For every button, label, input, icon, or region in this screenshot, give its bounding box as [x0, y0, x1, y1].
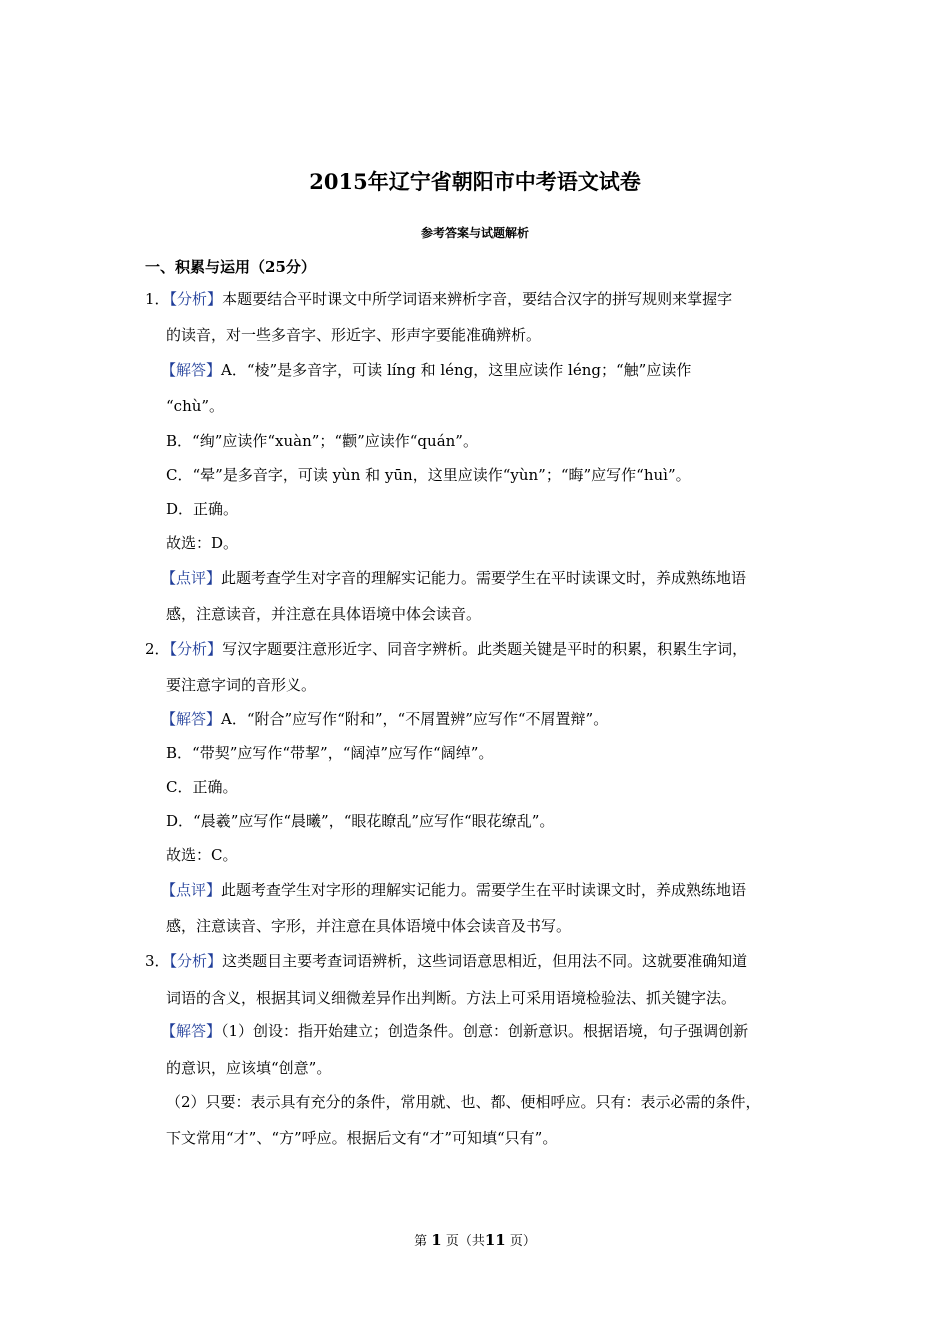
- comment-tag: 【点评】: [161, 569, 222, 587]
- q2-comment-text: 此题考查学生对字形的理解实记能力。需要学生在平时读课文时，养成熟练地语: [221, 881, 747, 899]
- q1-analysis-line-2: 的读音，对一些多音字、形近字、形声字要能准确辨析。: [166, 326, 542, 344]
- q3-answer-line: [161, 1021, 748, 1041]
- q1-option-d: D．正确。: [166, 500, 239, 518]
- page-footer: [0, 1230, 950, 1249]
- q3-part2-line-2: 下文常用“才”、“方”呼应。根据后文有“才”可知填“只有”。: [166, 1129, 558, 1147]
- total-pages: 11: [484, 1231, 506, 1249]
- footer-prefix: 第: [414, 1234, 428, 1249]
- q1-answer-line: [161, 360, 691, 380]
- question-number: 3．: [145, 952, 170, 970]
- q2-analysis-line: [145, 639, 747, 659]
- q3-analysis-line: [145, 951, 747, 971]
- q2-comment-line: [161, 880, 746, 900]
- footer-middle: 页（共: [445, 1234, 485, 1249]
- page-number: 1: [431, 1231, 442, 1249]
- question-number: 2．: [145, 640, 170, 658]
- q1-analysis-text: 本题要结合平时课文中所学词语来辨析字音，要结合汉字的拼写规则来掌握字: [222, 290, 733, 308]
- answer-tag: 【解答】: [161, 1022, 222, 1040]
- q3-answer-text: （1）创设：指开始建立；创造条件。创意：创新意识。根据语境，句子强调创新: [221, 1022, 749, 1040]
- q2-answer-a: A．“附合”应写作“附和”，“不屑置辨”应写作“不屑置辩”。: [221, 710, 609, 728]
- q2-analysis-line-2: 要注意字词的音形义。: [166, 676, 317, 694]
- question-number: 1．: [145, 290, 170, 308]
- q3-answer-line-2: 的意识，应该填“创意”。: [166, 1059, 332, 1077]
- page-title: 2015年辽宁省朝阳市中考语文试卷: [309, 169, 641, 194]
- q2-option-b: B．“带契”应写作“带挈”，“阔淖”应写作“阔绰”。: [166, 744, 494, 762]
- q1-answer-line-2: “chù”。: [166, 397, 225, 415]
- q2-option-c: C．正确。: [166, 778, 238, 796]
- q2-analysis-text: 写汉字题要注意形近字、同音字辨析。此类题关键是平时的积累，积累生字词，: [222, 640, 748, 658]
- q2-choice: 故选：C。: [166, 846, 238, 864]
- answer-tag: 【解答】: [161, 361, 222, 379]
- answer-tag: 【解答】: [161, 710, 222, 728]
- page-subtitle: 参考答案与试题解析: [420, 226, 529, 240]
- q3-part2-line: （2）只要：表示具有充分的条件，常用就、也、都、便相呼应。只有：表示必需的条件，: [166, 1093, 761, 1111]
- q1-comment-line-2: 感，注意读音，并注意在具体语境中体会读音。: [166, 605, 482, 623]
- q1-analysis-line: [145, 289, 732, 309]
- q1-answer-a: A．“棱”是多音字，可读 líng 和 léng，这里应读作 léng；“触”应读作: [221, 361, 692, 379]
- q1-comment-text: 此题考查学生对字音的理解实记能力。需要学生在平时读课文时，养成熟练地语: [221, 569, 747, 587]
- q2-answer-line: [161, 709, 608, 729]
- comment-tag: 【点评】: [161, 881, 222, 899]
- analysis-tag: 【分析】: [169, 640, 223, 658]
- footer-suffix: 页）: [509, 1234, 536, 1249]
- q3-analysis-line-2: 词语的含义，根据其词义细微差异作出判断。方法上可采用语境检验法、抓关键字法。: [166, 989, 737, 1007]
- q2-option-d: D．“晨羲”应写作“晨曦”，“眼花瞭乱”应写作“眼花缭乱”。: [166, 812, 555, 830]
- q1-choice: 故选：D。: [166, 534, 239, 552]
- q2-comment-line-2: 感，注意读音、字形，并注意在具体语境中体会读音及书写。: [166, 917, 572, 935]
- section-heading: 一、积累与运用（25分）: [145, 258, 316, 276]
- q1-comment-line: [161, 568, 746, 588]
- q3-analysis-text: 这类题目主要考查词语辨析，这些词语意思相近，但用法不同。这就要准确知道: [222, 952, 748, 970]
- q1-option-c: C．“晕”是多音字，可读 yùn 和 yūn，这里应读作“yùn”；“晦”应写作“huì”。: [166, 466, 691, 484]
- q1-option-b: B．“绚”应读作“xuàn”；“颧”应读作“quán”。: [166, 432, 478, 450]
- analysis-tag: 【分析】: [169, 290, 223, 308]
- analysis-tag: 【分析】: [169, 952, 223, 970]
